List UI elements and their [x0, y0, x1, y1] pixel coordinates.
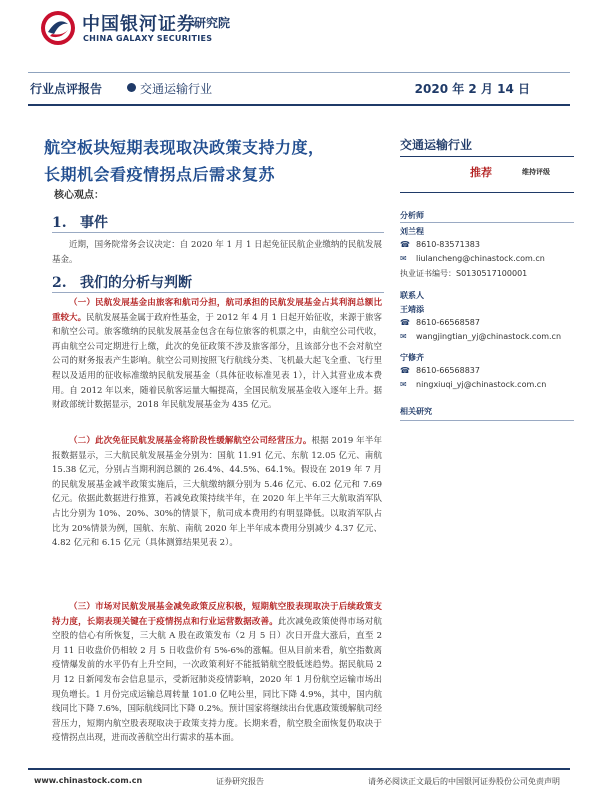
- report-title: [44, 134, 384, 188]
- section-heading-analysis: [52, 272, 382, 292]
- paragraph-lead: （一）民航发展基金由旅客和航司分担，航司承担的民航发展基金占其利润总额比重较大。: [52, 298, 382, 323]
- analyst-email[interactable]: [400, 254, 545, 263]
- report-type-bar: [30, 80, 570, 100]
- galaxy-logo-icon: [40, 10, 76, 46]
- contact-name: 王靖添: [400, 305, 424, 314]
- license-number: S0130517100001: [456, 269, 528, 278]
- contact-name: 宁修齐: [400, 353, 424, 362]
- report-date: 2020 年 2 月 14 日: [414, 82, 530, 96]
- core-view-label: 核心观点：: [54, 190, 104, 201]
- email-icon: ✉: [400, 380, 407, 389]
- paragraph-body: 此次减免政策使得市场对航空股的信心有所恢复，三大航 A 股在政策发布（2 月 5 日）次日开盘大涨后，直至 2 月 11 日收盘价仍相较 2 月 5 日收盘价有 5%-6%的涨幅。但从目前来看，航空指数离疫情爆发前的水平仍有上升空间，一次政策利好不能抵销航空股低迷趋势。据民航局 2 月 12 日新闻发布会信息显示，受新冠肺炎疫情影响，2020 年 1 月份航空运输市场出现负增长。1 月份完成运输总周转量 101.0 亿吨公里，同比下降 4.9%，其中，国内航线同比下降 7.6%，国际航线同比下降 0.2%。预计国家将继续出台优惠政策缓解航司经营压力，短期内航空股表现取决于政策支持力度。长期来看，航空股全面恢复仍取决于疫情拐点出现，进而改善航空出行需求的基本面。: [52, 616, 382, 744]
- report-header: [0, 0, 600, 70]
- phone-text: 8610-66568587: [416, 318, 480, 327]
- section-heading-event: [52, 212, 382, 232]
- sidebar-divider: [400, 420, 574, 421]
- rating-note: 维持评级: [522, 168, 550, 176]
- contact-phone: [400, 366, 480, 375]
- paragraph-body: 根据 2019 年半年报数据显示，三大航民航发展基金分别为：国航 11.91 亿元、东航 12.05 亿元、南航 15.38 亿元，分别占当期利润总额的 26.4%、44.5%、64.1%。假设在 2019 年 7 月的民航发展基金减半政策实施后，三大航缴纳额分别为 5.46 亿元、6.02 亿元和 7.69 亿元。依据此数据进行推算，若减免政策持续半年，在 2020 年上半年三大航取消军队占比分别为 10%、20%、30%的情景下，航司成本费用约有明显降低。以取消军队占比为 20%情景为例，国航、东航、南航 2020 年上半年成本费用分别减少 4.37 亿元、4.82 亿元和 6.15 亿元（具体测算结果见表 2）。: [52, 436, 382, 549]
- section-title: 事件: [80, 215, 108, 231]
- sidebar-divider: [400, 192, 574, 193]
- brand-english: CHINA GALAXY SECURITIES: [83, 34, 213, 43]
- paragraph-body: 民航发展基金属于政府性基金，于 2012 年 4 月 1 日起开始征收，来源于旅客和航空公司。旅客缴纳的民航发展基金包含在每位旅客的机票之中，由航空公司代收，再由航空公司定期进行上缴，此次的免征政策不涉及旅客部分，且该部分也不会对航空公司的财务报表产生影响。航空公司则按照飞行航线分类、飞机最大起飞全重、飞行里程以及适用的征收标准缴纳民航发展基金（具体征收标准见表 1），计入其营业成本费用。自 2012 年以来，随着民航客运量大幅提高，全国民航发展基金收入逐年上升。据财政部统计数据显示，2018 年民航发展基金为 435 亿元。: [52, 312, 382, 411]
- report-industry: 交通运输行业: [140, 82, 213, 96]
- report-type: 行业点评报告: [30, 82, 103, 96]
- footer-center-text: 证券研究报告: [216, 777, 264, 786]
- footer-divider: [28, 768, 570, 770]
- brand-name: 中国银河证券: [82, 14, 196, 35]
- brand-suffix: 研究院: [194, 16, 231, 30]
- sidebar-divider: [400, 222, 574, 223]
- bullet-dot-icon: [127, 83, 136, 92]
- header-divider-top: [28, 72, 570, 73]
- contact-phone: [400, 318, 480, 327]
- sidebar-industry: 交通运输行业: [400, 138, 473, 152]
- rating-badge: 推荐: [470, 166, 492, 179]
- related-research-label: 相关研究: [400, 407, 432, 416]
- contact-email[interactable]: [400, 380, 546, 389]
- analyst-license: [400, 268, 527, 279]
- license-label: 执业证书编号：: [400, 269, 456, 278]
- contact-email[interactable]: [400, 332, 561, 341]
- section-divider: [52, 232, 384, 233]
- footer-url[interactable]: www.chinastock.com.cn: [34, 776, 143, 785]
- phone-icon: ☎: [400, 366, 410, 375]
- phone-icon: ☎: [400, 318, 410, 327]
- phone-text: 8610-66568837: [416, 366, 480, 375]
- header-divider-bottom: [28, 104, 570, 106]
- section-title: 我们的分析与判断: [80, 275, 192, 291]
- event-paragraph: [52, 238, 382, 267]
- phone-icon: ☎: [400, 240, 410, 249]
- analysis-paragraph-1: [52, 296, 382, 413]
- sidebar-divider: [400, 156, 574, 157]
- page-footer: [28, 776, 570, 792]
- contacts-label: 联系人: [400, 291, 424, 300]
- paragraph-lead: （三）市场对民航发展基金减免政策反应积极，短期航空股表现取决于后续政策支持力度，长期表现关键在于疫情拐点和行业运营数据改善。: [52, 602, 382, 627]
- title-line-1: 航空板块短期表现取决政策支持力度，: [44, 138, 325, 157]
- section-divider: [52, 292, 384, 293]
- email-text: ningxiuqi_yj@chinastock.com.cn: [416, 380, 547, 389]
- phone-text: 8610-83571383: [416, 240, 480, 249]
- analyst-name: 刘兰程: [400, 227, 424, 236]
- analysis-paragraph-2: [52, 434, 382, 551]
- footer-disclaimer: 请务必阅读正文最后的中国银河证券股份公司免责声明: [368, 777, 560, 786]
- email-icon: ✉: [400, 332, 407, 341]
- email-icon: ✉: [400, 254, 407, 263]
- analysis-paragraph-3: [52, 600, 382, 746]
- email-text: wangjingtian_yj@chinastock.com.cn: [416, 332, 562, 341]
- section-number: 1.: [52, 215, 67, 231]
- analysts-label: 分析师: [400, 211, 424, 220]
- email-text: liulancheng@chinastock.com.cn: [416, 254, 545, 263]
- section-number: 2.: [52, 275, 67, 291]
- title-line-2: 长期机会看疫情拐点后需求复苏: [44, 165, 276, 184]
- paragraph-lead: （二）此次免征民航发展基金将阶段性缓解航空公司经营压力。: [69, 436, 312, 446]
- paragraph-body: 近期，国务院常务会议决定：自 2020 年 1 月 1 日起免征民航企业缴纳的民航发展基金。: [52, 240, 382, 265]
- analyst-phone: [400, 240, 480, 249]
